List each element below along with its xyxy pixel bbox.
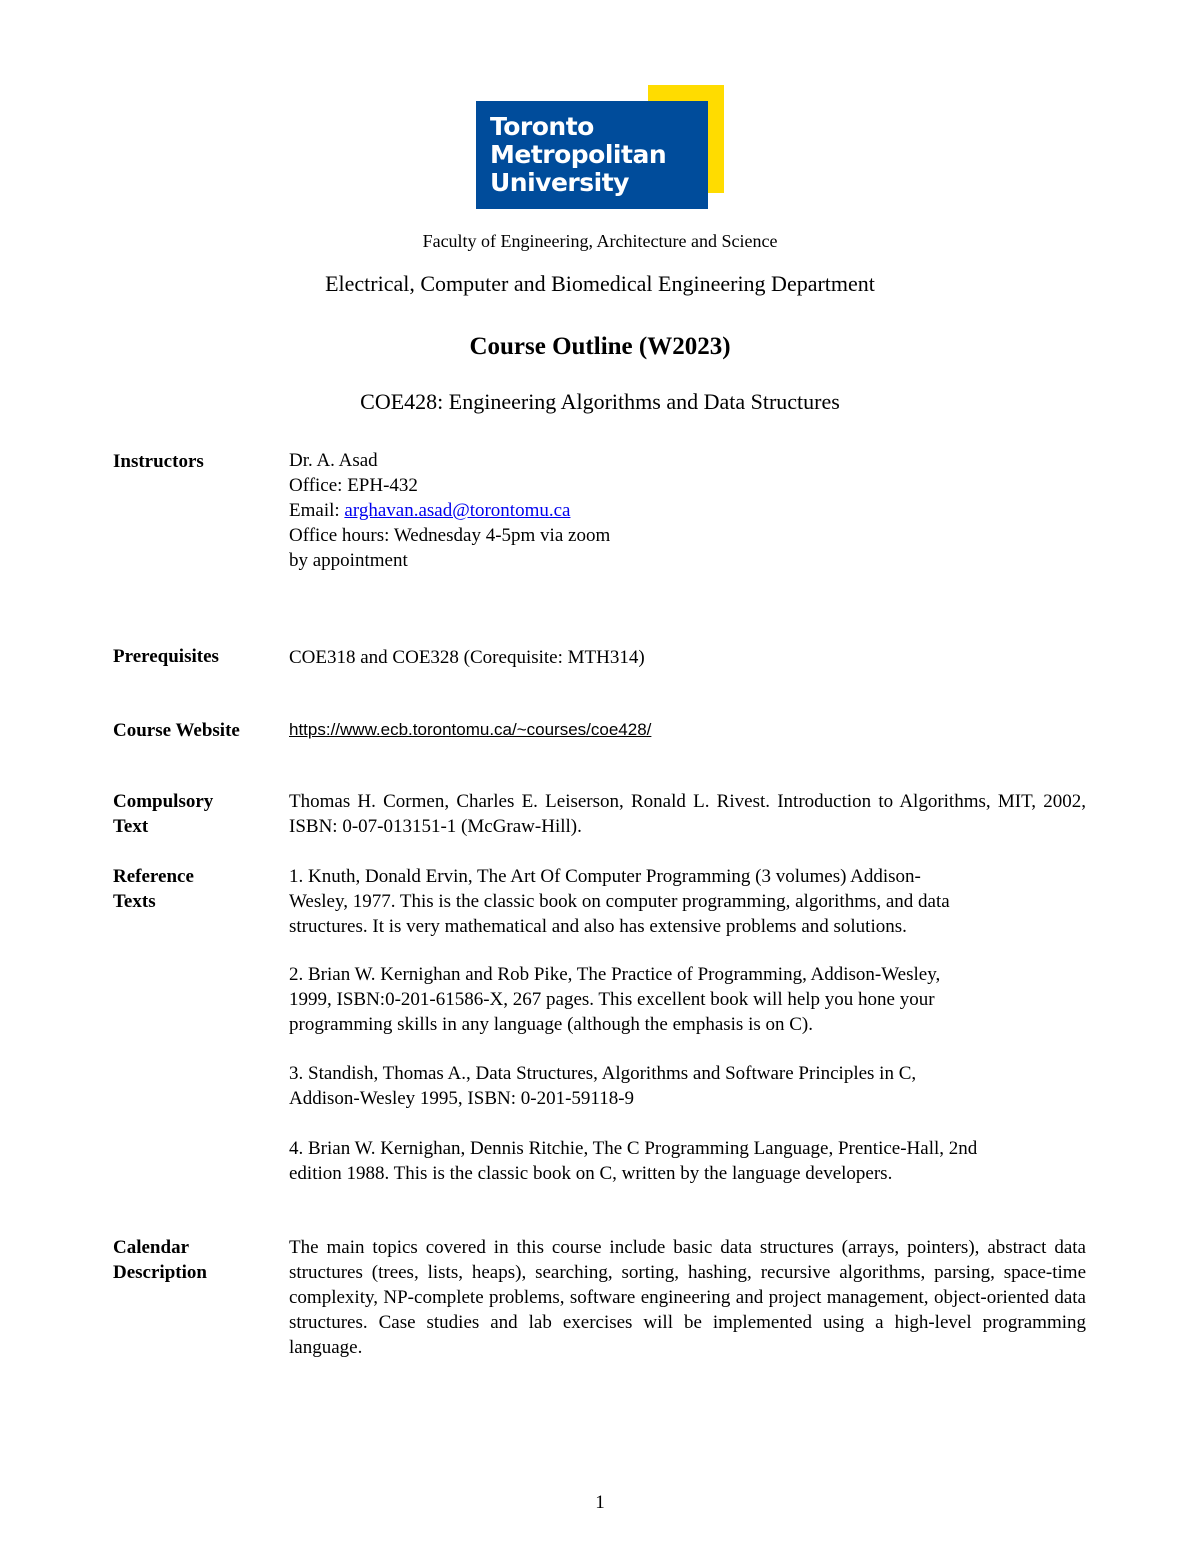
reference-line: 1999, ISBN:0-201-61586-X, 267 pages. This excellent book will help you hone your xyxy=(289,989,935,1010)
faculty-name: Faculty of Engineering, Architecture and Science xyxy=(422,231,778,251)
email-label: Email: xyxy=(289,500,345,521)
reference-label-line-1: Reference xyxy=(113,866,194,887)
university-logo xyxy=(476,85,724,209)
compulsory-label-line-1: Compulsory xyxy=(113,791,214,812)
logo-line-toronto: Toronto xyxy=(490,112,594,141)
instructor-appointment: by appointment xyxy=(289,550,408,571)
reference-line: Wesley, 1977. This is the classic book on computer programming, algorithms, and data xyxy=(289,891,950,912)
calendar-label-line-2: Description xyxy=(113,1262,207,1283)
reference-item-2 xyxy=(289,962,1086,1037)
reference-line: programming skills in any language (although the emphasis is on C). xyxy=(289,1014,814,1035)
calendar-description-label xyxy=(113,1235,283,1285)
instructor-office: Office: EPH-432 xyxy=(289,475,418,496)
prerequisites-text: COE318 and COE328 (Corequisite: MTH314) xyxy=(289,647,645,668)
instructor-email-row xyxy=(289,498,1086,523)
reference-line: structures. It is very mathematical and also has extensive problems and solutions. xyxy=(289,916,907,937)
reference-item-4 xyxy=(289,1136,1086,1186)
reference-label-line-2: Texts xyxy=(113,891,156,912)
logo-line-metropolitan: Metropolitan xyxy=(490,140,667,169)
department-name: Electrical, Computer and Biomedical Engineering Department xyxy=(325,271,875,296)
instructor-email-link[interactable]: arghavan.asad@torontomu.ca xyxy=(344,500,571,521)
document-title: Course Outline (W2023) xyxy=(469,333,731,360)
course-website-row xyxy=(289,717,1086,742)
reference-line: 4. Brian W. Kernighan, Dennis Ritchie, The C Programming Language, Prentice-Hall, 2nd xyxy=(289,1138,978,1159)
reference-line: 3. Standish, Thomas A., Data Structures, Algorithms and Software Principles in C, xyxy=(289,1063,917,1084)
course-name: COE428: Engineering Algorithms and Data Structures xyxy=(360,389,840,414)
page-number: 1 xyxy=(595,1492,605,1513)
reference-item-1 xyxy=(289,864,1086,939)
reference-texts-label xyxy=(113,864,283,914)
instructor-name: Dr. A. Asad xyxy=(289,450,378,471)
course-website-link[interactable]: https://www.ecb.torontomu.ca/~courses/coe428/ xyxy=(289,720,652,739)
reference-item-3 xyxy=(289,1061,1086,1111)
reference-line: 2. Brian W. Kernighan and Rob Pike, The Practice of Programming, Addison-Wesley, xyxy=(289,964,941,985)
instructors-label: Instructors xyxy=(113,451,204,472)
reference-line: 1. Knuth, Donald Ervin, The Art Of Computer Programming (3 volumes) Addison- xyxy=(289,866,921,887)
compulsory-label-line-2: Text xyxy=(113,816,149,837)
compulsory-text-label xyxy=(113,789,283,839)
instructors-section xyxy=(289,448,1086,573)
calendar-description-text: The main topics covered in this course include basic data structures (arrays, pointers), abstract data structures (trees, lists, heaps), searching, sorting, hashing, recursive algorithms, parsing, space-time complexity, NP-complete problems, software engineering and project management, object-oriented data structures. Case studies and lab exercises will be implemented using a high-level programming language. xyxy=(289,1237,1086,1358)
prerequisites-label: Prerequisites xyxy=(113,646,219,667)
course-website-label: Course Website xyxy=(113,720,240,741)
logo-blue-block xyxy=(476,101,708,209)
calendar-label-line-1: Calendar xyxy=(113,1237,189,1258)
logo-line-university: University xyxy=(490,168,629,197)
compulsory-text: Thomas H. Cormen, Charles E. Leiserson, Ronald L. Rivest. Introduction to Algorithms, MIT, 2002, ISBN: 0-07-013151-1 (McGraw-Hill). xyxy=(289,791,1086,837)
reference-line: Addison-Wesley 1995, ISBN: 0-201-59118-9 xyxy=(289,1088,635,1109)
instructor-office-hours: Office hours: Wednesday 4-5pm via zoom xyxy=(289,525,611,546)
reference-line: edition 1988. This is the classic book on C, written by the language developers. xyxy=(289,1163,893,1184)
